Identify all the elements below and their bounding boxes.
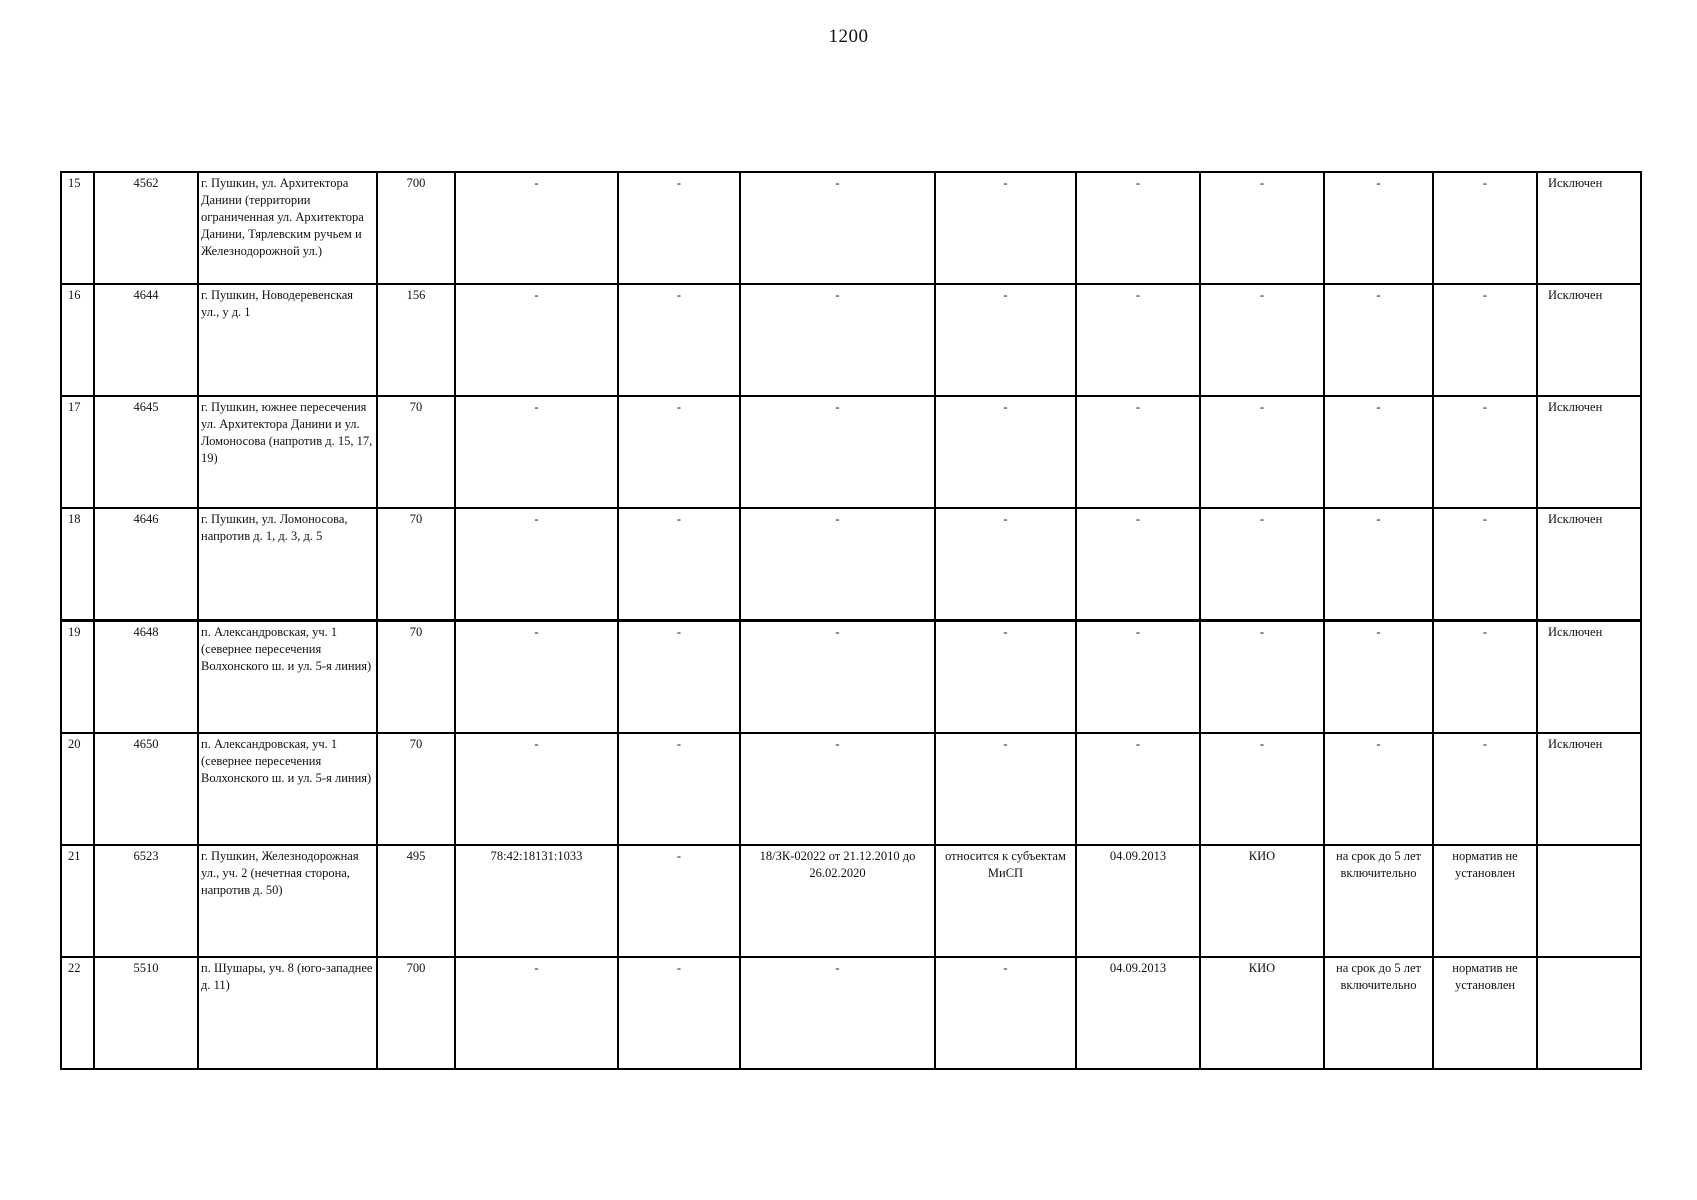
cell-object-id: 4644 [94,284,198,396]
cell-column-6: - [618,396,740,508]
cell-area: 700 [377,172,455,284]
cell-term: - [1324,284,1433,396]
cell-term: - [1324,508,1433,621]
cell-norm: - [1433,284,1537,396]
cell-cadastral-number: 78:42:18131:1033 [455,845,618,957]
cell-cadastral-number: - [455,172,618,284]
cell-object-id: 4648 [94,621,198,734]
table-row [61,621,1641,734]
cell-authority: - [1200,733,1324,845]
cell-authority: - [1200,396,1324,508]
cell-address: п. Шушары, уч. 8 (юго-западнее д. 11) [198,957,377,1069]
cell-column-6: - [618,284,740,396]
cell-column-6: - [618,733,740,845]
page-number: 1200 [828,26,869,47]
cell-status: Исключен [1537,396,1641,508]
cell-norm: - [1433,172,1537,284]
cell-norm: норматив не установлен [1433,845,1537,957]
cell-category: - [935,733,1076,845]
cell-status [1537,845,1641,957]
cell-category: - [935,957,1076,1069]
table-row [61,957,1641,1069]
cell-category: - [935,508,1076,621]
cell-authority: КИО [1200,957,1324,1069]
cell-row-number: 21 [61,845,94,957]
cell-norm: - [1433,396,1537,508]
cell-row-number: 20 [61,733,94,845]
cell-term: - [1324,733,1433,845]
cell-category: - [935,172,1076,284]
table-row [61,508,1641,621]
cell-status: Исключен [1537,621,1641,734]
cell-column-6: - [618,957,740,1069]
cell-address: г. Пушкин, ул. Архитектора Данини (территории ограниченная ул. Архитектора Данини, Тярлевским ручьем и Железнодорожной ул.) [198,172,377,284]
cell-authority: - [1200,284,1324,396]
cell-cadastral-number: - [455,284,618,396]
cell-object-id: 6523 [94,845,198,957]
cell-row-number: 17 [61,396,94,508]
cell-authority: КИО [1200,845,1324,957]
cell-object-id: 4646 [94,508,198,621]
cell-contract: - [740,508,935,621]
cell-area: 70 [377,733,455,845]
cell-column-6: - [618,508,740,621]
cell-area: 495 [377,845,455,957]
cell-term: на срок до 5 лет включительно [1324,845,1433,957]
cell-object-id: 4650 [94,733,198,845]
cell-term: - [1324,172,1433,284]
cell-column-6: - [618,621,740,734]
cell-contract: - [740,621,935,734]
cell-address: г. Пушкин, Новодеревенская ул., у д. 1 [198,284,377,396]
cell-address: п. Александровская, уч. 1 (севернее пересечения Волхонского ш. и ул. 5-я линия) [198,733,377,845]
cell-category: - [935,621,1076,734]
cell-row-number: 16 [61,284,94,396]
cell-date: - [1076,284,1200,396]
cell-contract: - [740,396,935,508]
cell-area: 70 [377,396,455,508]
cell-norm: - [1433,508,1537,621]
cell-address: п. Александровская, уч. 1 (севернее пересечения Волхонского ш. и ул. 5-я линия) [198,621,377,734]
cell-contract: - [740,284,935,396]
cell-row-number: 22 [61,957,94,1069]
cell-date: 04.09.2013 [1076,845,1200,957]
cell-status [1537,957,1641,1069]
cell-row-number: 18 [61,508,94,621]
cell-date: - [1076,396,1200,508]
cell-contract: 18/ЗК-02022 от 21.12.2010 до 26.02.2020 [740,845,935,957]
cell-norm: норматив не установлен [1433,957,1537,1069]
cell-date: 04.09.2013 [1076,957,1200,1069]
table-row [61,284,1641,396]
cell-status: Исключен [1537,508,1641,621]
table-body [61,172,1641,1069]
cell-column-6: - [618,845,740,957]
cell-area: 70 [377,621,455,734]
cell-object-id: 4645 [94,396,198,508]
cell-cadastral-number: - [455,957,618,1069]
cell-status: Исключен [1537,284,1641,396]
cell-address: г. Пушкин, ул. Ломоносова, напротив д. 1, д. 3, д. 5 [198,508,377,621]
cell-authority: - [1200,172,1324,284]
table-row [61,172,1641,284]
cell-area: 70 [377,508,455,621]
cell-object-id: 5510 [94,957,198,1069]
cell-row-number: 15 [61,172,94,284]
table-row [61,396,1641,508]
cell-cadastral-number: - [455,621,618,734]
cell-category: - [935,396,1076,508]
cell-category: относится к субъектам МиСП [935,845,1076,957]
cell-row-number: 19 [61,621,94,734]
table-row [61,733,1641,845]
register-table [60,171,1642,1070]
cell-term: на срок до 5 лет включительно [1324,957,1433,1069]
cell-cadastral-number: - [455,733,618,845]
cell-address: г. Пушкин, южнее пересечения ул. Архитектора Данини и ул. Ломоносова (напротив д. 15, 17, 19) [198,396,377,508]
cell-authority: - [1200,508,1324,621]
cell-contract: - [740,733,935,845]
cell-address: г. Пушкин, Железнодорожная ул., уч. 2 (нечетная сторона, напротив д. 50) [198,845,377,957]
cell-date: - [1076,733,1200,845]
cell-date: - [1076,621,1200,734]
cell-term: - [1324,396,1433,508]
cell-object-id: 4562 [94,172,198,284]
cell-contract: - [740,172,935,284]
table-row [61,845,1641,957]
cell-date: - [1076,508,1200,621]
cell-contract: - [740,957,935,1069]
cell-date: - [1076,172,1200,284]
cell-term: - [1324,621,1433,734]
cell-column-6: - [618,172,740,284]
cell-norm: - [1433,621,1537,734]
cell-area: 700 [377,957,455,1069]
cell-authority: - [1200,621,1324,734]
cell-cadastral-number: - [455,508,618,621]
cell-area: 156 [377,284,455,396]
cell-norm: - [1433,733,1537,845]
cell-status: Исключен [1537,733,1641,845]
cell-category: - [935,284,1076,396]
cell-cadastral-number: - [455,396,618,508]
cell-status: Исключен [1537,172,1641,284]
